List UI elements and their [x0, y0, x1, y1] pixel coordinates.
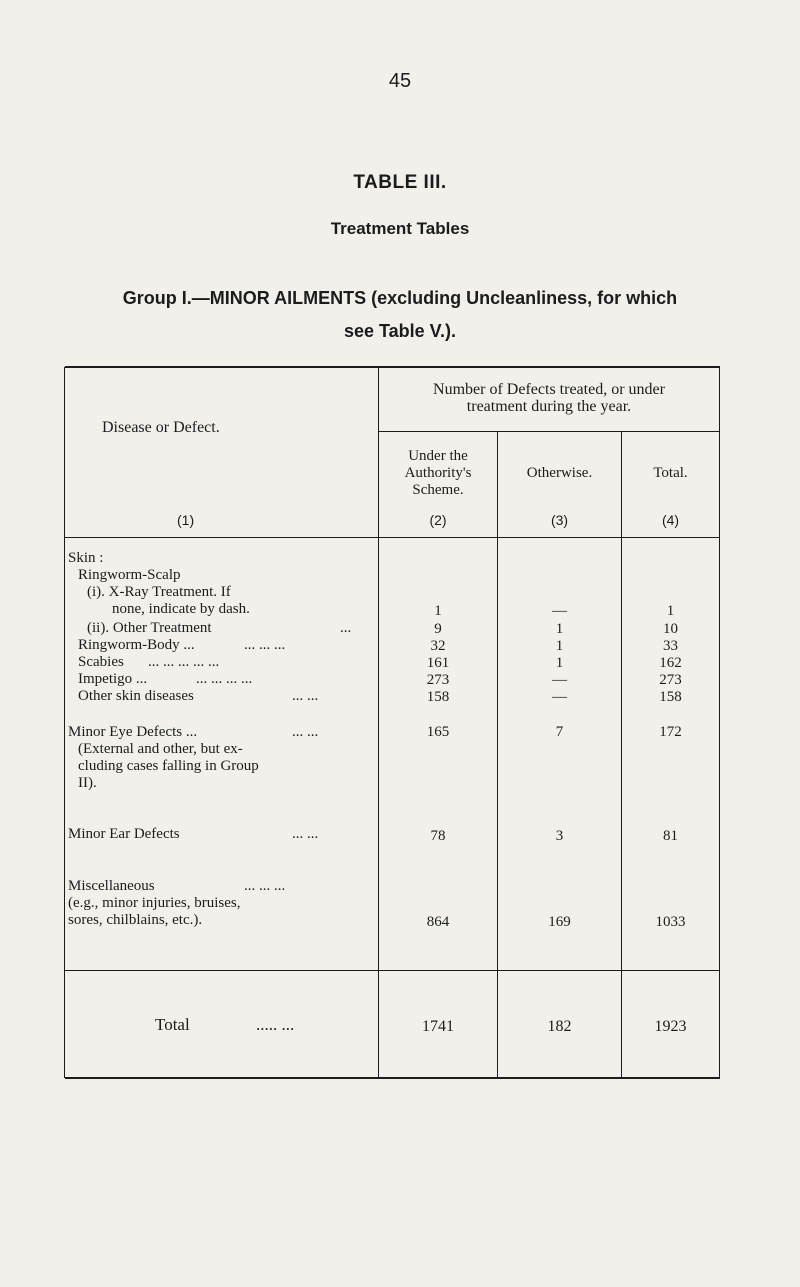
header-col2-line2: Authority's [404, 465, 472, 481]
group-heading-line1: Group I.—MINOR AILMENTS (excluding Uncleanliness, for which [122, 288, 678, 308]
row-misc-col4: 1033 [655, 914, 686, 930]
row-other-skin-col4: 158 [659, 689, 682, 705]
row-misc-note-line1: (e.g., minor injuries, bruises, [68, 895, 241, 911]
row-impetigo-dots: ... ... ... ... [196, 671, 253, 687]
row-impetigo-col3: — [552, 672, 567, 688]
row-minor-eye-col2: 165 [426, 724, 450, 740]
row-other-treatment-col2: 9 [434, 621, 442, 637]
row-misc-col2: 864 [426, 914, 450, 930]
subheader-rule [379, 431, 719, 432]
row-minor-ear-col3: 3 [555, 828, 564, 844]
row-scabies-col2: 161 [426, 655, 450, 671]
row-xray-line2: none, indicate by dash. [112, 601, 250, 617]
row-ringworm-body-col3: 1 [555, 638, 564, 654]
group-heading-line2: see Table V.). [343, 321, 457, 341]
row-other-skin: Other skin diseases [78, 688, 194, 704]
row-skin: Skin : [68, 550, 104, 566]
row-minor-eye-col4: 172 [659, 724, 682, 740]
row-ringworm-scalp: Ringworm-Scalp [78, 567, 181, 583]
row-minor-ear-col2: 78 [430, 828, 446, 844]
row-misc-note-line2: sores, chilblains, etc.). [68, 912, 203, 928]
row-xray-col2: 1 [434, 603, 442, 619]
row-ringworm-body-col2: 32 [430, 638, 446, 654]
total-col3: 182 [547, 1018, 572, 1035]
col-divider-3 [621, 432, 622, 1078]
header-num1: (1) [177, 512, 195, 528]
header-number-line1: Number of Defects treated, or under [433, 381, 665, 398]
row-misc-dots: ... ... ... [244, 878, 286, 894]
total-col4: 1923 [654, 1018, 687, 1035]
row-minor-ear-dots: ... ... [292, 826, 319, 842]
table-right-rule [719, 367, 720, 1078]
row-impetigo-col4: 273 [659, 672, 682, 688]
row-impetigo: Impetigo ... [78, 671, 148, 687]
row-minor-eye-note-line2: cluding cases falling in Group [78, 758, 259, 774]
page-number: 45 [388, 70, 412, 92]
header-bottom-rule [65, 537, 719, 538]
row-other-treatment-col4: 10 [663, 621, 678, 637]
row-other-skin-col2: 158 [426, 689, 450, 705]
total-dots: ..... ... [256, 1015, 295, 1034]
row-minor-eye-note-line3: II). [78, 775, 97, 791]
header-num3: (3) [550, 512, 569, 528]
row-other-skin-col3: — [552, 689, 567, 705]
row-ringworm-body-col4: 33 [663, 638, 678, 654]
row-other-treatment-col3: 1 [555, 621, 564, 637]
row-misc: Miscellaneous [68, 878, 155, 894]
row-other-treatment: (ii). Other Treatment [87, 620, 212, 636]
row-ringworm-body-dots: ... ... ... [244, 637, 286, 653]
row-scabies-col4: 162 [659, 655, 682, 671]
header-col4: Total. [653, 465, 688, 481]
row-minor-eye-col3: 7 [555, 724, 564, 740]
table-bottom-rule [65, 1077, 720, 1079]
table-title: TABLE III. [353, 172, 447, 193]
header-num2: (2) [429, 512, 447, 528]
row-minor-ear: Minor Ear Defects [68, 826, 180, 842]
header-col3: Otherwise. [526, 465, 593, 481]
total-label: Total [155, 1015, 190, 1034]
row-misc-col3: 169 [548, 914, 571, 930]
row-scabies-col3: 1 [555, 655, 564, 671]
row-scabies-dots: ... ... ... ... ... [148, 654, 220, 670]
row-minor-eye: Minor Eye Defects ... [68, 724, 198, 740]
row-xray-col3: — [552, 603, 567, 619]
row-minor-eye-dots: ... ... [292, 724, 319, 740]
table-left-rule [64, 367, 65, 1078]
row-xray-col4: 1 [666, 603, 675, 619]
col-divider-2 [497, 432, 498, 1078]
row-other-skin-dots: ... ... [292, 688, 319, 704]
header-col2-line1: Under the [408, 448, 468, 464]
header-col2-line3: Scheme. [412, 482, 464, 498]
total-col2: 1741 [422, 1018, 454, 1035]
row-other-treatment-dots: ... [340, 620, 352, 636]
row-minor-eye-note-line1: (External and other, but ex- [78, 741, 243, 757]
group-heading [60, 282, 740, 348]
row-minor-ear-col4: 81 [663, 828, 678, 844]
row-ringworm-body: Ringworm-Body ... [78, 637, 195, 653]
header-disease: Disease or Defect. [102, 419, 220, 436]
row-impetigo-col2: 273 [426, 672, 450, 688]
total-top-rule [65, 970, 719, 971]
header-num4: (4) [661, 512, 680, 528]
header-number-line2: treatment during the year. [466, 398, 632, 415]
row-scabies: Scabies [78, 654, 124, 670]
table-top-rule [65, 366, 720, 368]
table-subtitle: Treatment Tables [330, 219, 470, 238]
row-xray-line1: (i). X-Ray Treatment. If [87, 584, 231, 600]
